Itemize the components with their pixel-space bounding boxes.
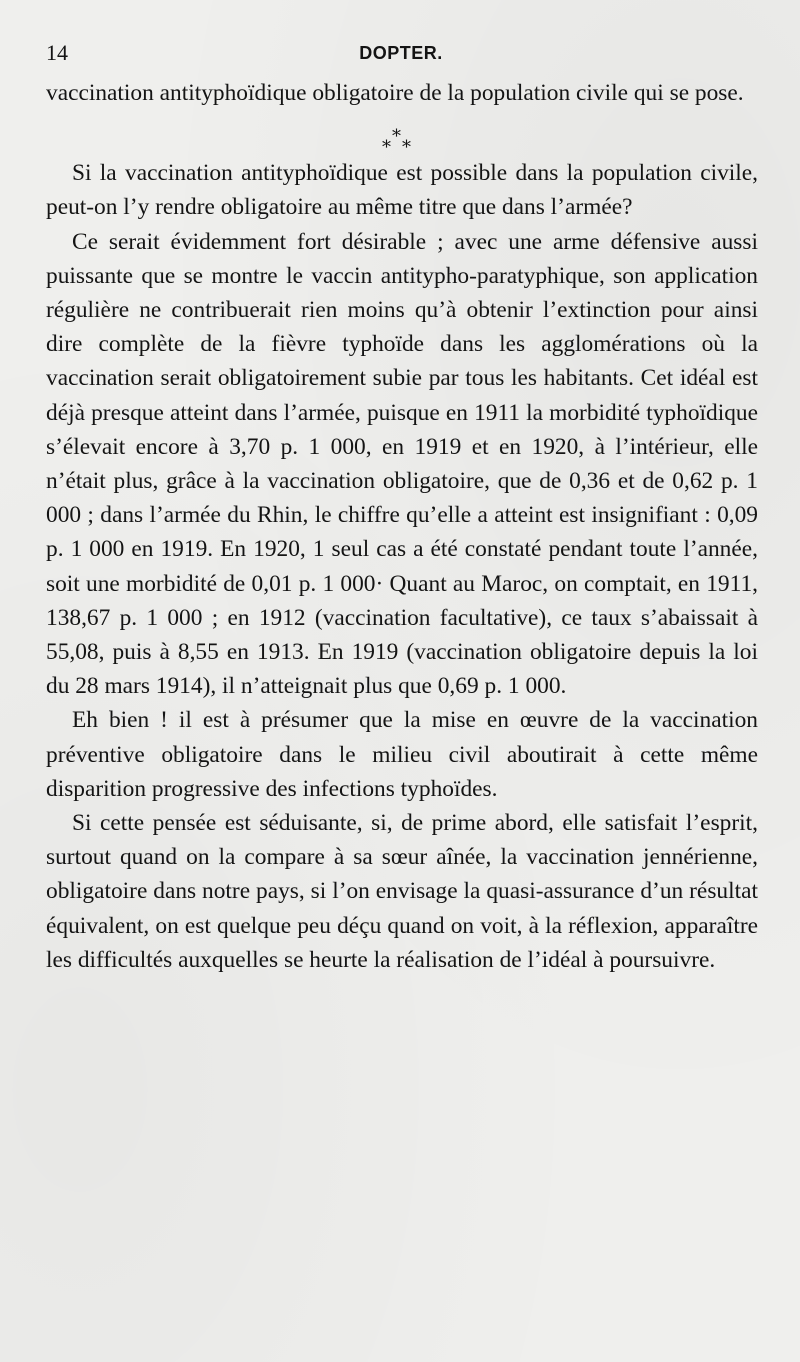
asterism-star-right: * — [402, 137, 411, 159]
paragraph-presumption: Eh bien ! il est à présumer que la mise en œuvre de la vaccination préventive obligatoire dans le milieu civil aboutirait à cette même disparition progressive des infections typhoïdes. — [46, 707, 758, 802]
paragraph-morbidity-statistics: Ce serait évidemment fort désirable ; avec une arme défensive aussi puissante que se montre le vaccin antitypho-paratyphique, son application régulière ne contribuerait rien moins qu’à obtenir l’extinction pour ainsi dire complète de la fièvre typhoïde dans les agglomérations où la vaccination serait obligatoirement subie par tous les habitants. Cet idéal est déjà presque atteint dans l’armée, puisque en 1911 la morbidité typhoïdique s’élevait encore à 3,70 p. 1 000, en 1919 et en 1920, à l’intérieur, elle n’était plus, grâce à la vaccination obligatoire, que de 0,36 et de 0,62 p. 1 000 ; dans l’armée du Rhin, le chiffre qu’elle a atteint est insignifiant : 0,09 p. 1 000 en 1919. En 1920, 1 seul cas a été constaté pendant toute l’année, soit une morbidité de 0,01 p. 1 000· Quant au Maroc, on comptait, en 1911, 138,67 p. 1 000 ; en 1912 (vaccination facultative), ce taux s’abaissait à 55,08, puis à 8,55 en 1913. En 1919 (vaccination obligatoire depuis la loi du 28 mars 1914), il n’atteignait plus que 0,69 p. 1 000. — [46, 228, 758, 700]
paragraph-question: Si la vaccination antityphoïdique est possible dans la population civile, peut-on l’y rendre obligatoire au même titre que dans l’armée? — [46, 160, 758, 221]
section-asterism — [46, 110, 758, 159]
page-header — [46, 40, 756, 70]
paragraph-continuation: vaccination antityphoïdique obligatoire de la population civile qui se pose. — [46, 80, 744, 106]
running-head: DOPTER. — [359, 43, 443, 63]
paragraph-difficulties: Si cette pensée est séduisante, si, de prime abord, elle satisfait l’esprit, surtout quand on la compare à sa sœur aînée, la vaccination jennérienne, obligatoire dans notre pays, si l’on envisage la quasi-assurance d’un résultat équivalent, on est quelque peu déçu quand on voit, à la réflexion, apparaître les difficultés auxquelles se heurte la réalisation de l’idéal à poursuivre. — [46, 810, 758, 973]
body-text — [46, 76, 758, 977]
page-number: 14 — [46, 40, 68, 65]
asterism-star-top: * — [392, 126, 401, 148]
asterism-star-left: * — [382, 137, 391, 159]
